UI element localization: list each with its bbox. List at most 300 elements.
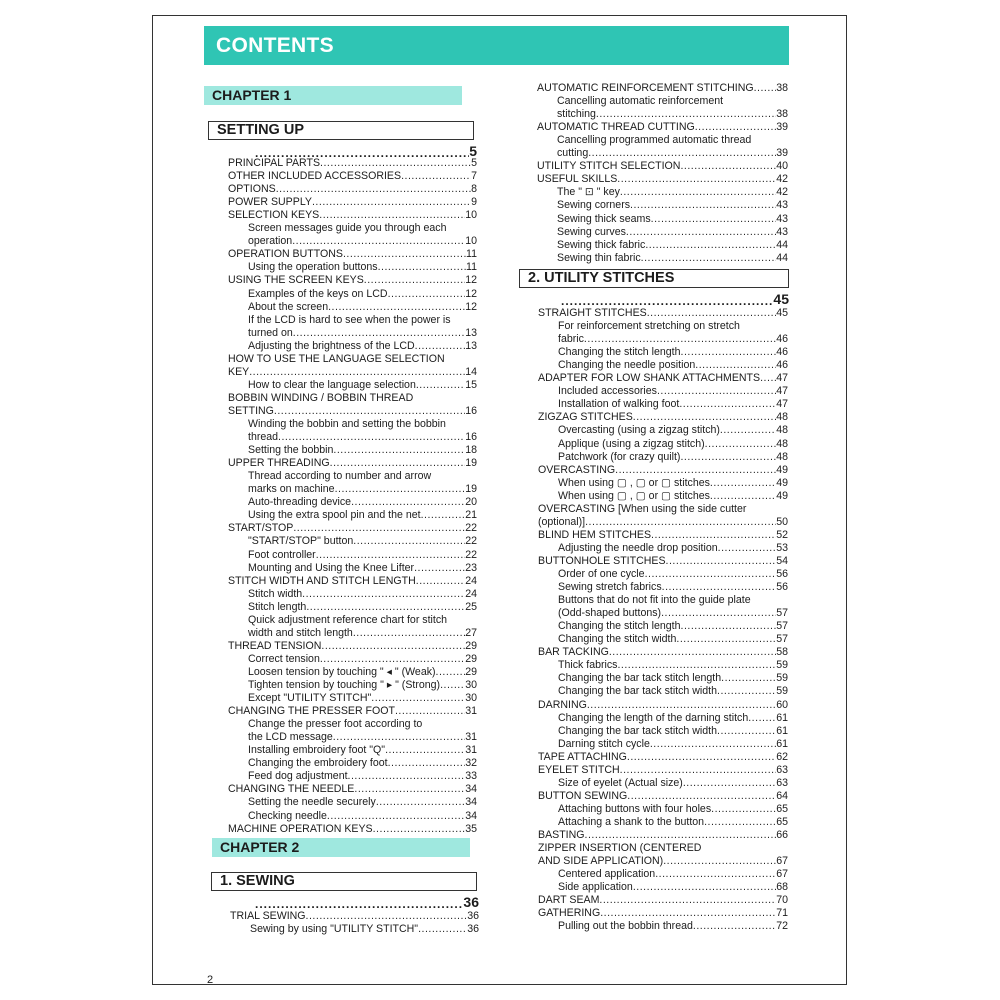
toc-entry-title: ZIGZAG STITCHES bbox=[538, 411, 633, 424]
toc-entry bbox=[228, 405, 477, 418]
section-sewing-page: 36 bbox=[463, 894, 479, 910]
toc-entry-title: TRIAL SEWING bbox=[230, 910, 306, 922]
toc-entry-title: operation bbox=[248, 235, 293, 248]
toc-entry-page: 65 bbox=[776, 802, 788, 815]
toc-subentry bbox=[558, 712, 788, 725]
toc-dot-leader bbox=[620, 186, 776, 199]
toc-entry bbox=[538, 842, 788, 855]
toc-dot-leader bbox=[321, 640, 465, 653]
toc-entry-page: 59 bbox=[776, 672, 788, 685]
toc-entry-title: Stitch width bbox=[248, 587, 303, 600]
toc-entry-title: OVERCASTING [When using the side cutter bbox=[538, 502, 747, 515]
toc-subentry bbox=[248, 588, 477, 601]
toc-entry-page: 47 bbox=[776, 372, 788, 385]
toc-entry-page: 33 bbox=[465, 770, 477, 783]
toc-dot-leader bbox=[319, 209, 465, 222]
toc-subentry bbox=[248, 718, 477, 731]
toc-subentry bbox=[248, 327, 477, 340]
toc-dot-leader bbox=[587, 699, 776, 712]
toc-dot-leader bbox=[748, 712, 776, 725]
toc-entry-page: 42 bbox=[776, 173, 788, 186]
toc-dot-leader bbox=[662, 581, 777, 594]
toc-entry-page: 12 bbox=[465, 287, 477, 300]
toc-dot-leader bbox=[717, 725, 776, 738]
toc-entry-title: Changing the stitch length bbox=[558, 346, 681, 359]
toc-dot-leader bbox=[585, 516, 776, 529]
toc-subentry bbox=[558, 620, 788, 633]
toc-subentry bbox=[248, 757, 477, 770]
toc-entry-page: 43 bbox=[776, 225, 788, 238]
toc-entry-page: 5 bbox=[471, 157, 477, 169]
toc-entry-page: 35 bbox=[465, 822, 477, 835]
toc-subentry bbox=[557, 108, 788, 121]
toc-subentry bbox=[558, 816, 788, 829]
toc-entry-title: About the screen bbox=[248, 300, 329, 313]
toc-subentry bbox=[557, 252, 788, 265]
toc-subentry bbox=[248, 692, 477, 705]
toc-dot-leader bbox=[617, 173, 776, 186]
toc-entry-page: 21 bbox=[465, 509, 477, 522]
toc-entry-page: 61 bbox=[776, 711, 788, 724]
toc-entry-title: Patchwork (for crazy quilt) bbox=[558, 450, 681, 463]
toc-subentry bbox=[558, 398, 788, 411]
toc-entry-title: Feed dog adjustment bbox=[248, 770, 348, 783]
toc-dot-leader bbox=[343, 248, 466, 261]
toc-entry-page: 66 bbox=[776, 829, 788, 841]
toc-dot-leader bbox=[720, 424, 776, 437]
toc-dot-leader bbox=[333, 731, 465, 744]
toc-subentry bbox=[248, 653, 477, 666]
toc-dot-leader bbox=[306, 601, 465, 614]
toc-entry-page: 34 bbox=[465, 796, 477, 809]
toc-subentry bbox=[248, 744, 477, 757]
toc-dot-leader bbox=[416, 379, 465, 392]
toc-entry-title: Setting the needle securely bbox=[248, 796, 376, 809]
toc-dot-leader bbox=[676, 633, 776, 646]
toc-entry-page: 46 bbox=[776, 346, 788, 359]
toc-dot-leader bbox=[754, 82, 777, 95]
toc-entry-title: Except "UTILITY STITCH" bbox=[248, 692, 372, 705]
toc-dot-leader bbox=[354, 783, 465, 796]
toc-entry-title: Order of one cycle bbox=[558, 568, 645, 580]
toc-entry-title: USING THE SCREEN KEYS bbox=[228, 274, 364, 287]
toc-entry-page: 23 bbox=[465, 561, 477, 574]
toc-dot-leader bbox=[655, 868, 776, 881]
toc-entry-page: 57 bbox=[776, 633, 788, 646]
toc-entry-page: 60 bbox=[776, 698, 788, 711]
toc-entry-title: CHANGING THE NEEDLE bbox=[228, 783, 355, 796]
toc-dot-leader bbox=[320, 653, 465, 666]
toc-dot-leader bbox=[401, 170, 471, 183]
toc-subentry bbox=[557, 199, 788, 212]
toc-subentry bbox=[558, 738, 788, 751]
toc-entry-page: 61 bbox=[776, 737, 788, 750]
toc-entry-title: Darning stitch cycle bbox=[558, 737, 650, 750]
toc-dot-leader bbox=[681, 346, 777, 359]
toc-dot-leader bbox=[651, 529, 776, 542]
toc-entry bbox=[228, 209, 477, 222]
toc-entry bbox=[537, 121, 788, 134]
toc-entry-title: Using the extra spool pin and the net bbox=[248, 509, 421, 522]
toc-entry bbox=[228, 705, 477, 718]
toc-entry bbox=[537, 82, 788, 95]
toc-subentry bbox=[248, 379, 477, 392]
toc-entry-title: Included accessories bbox=[558, 385, 657, 398]
toc-subentry bbox=[248, 562, 477, 575]
toc-entry-title: Changing the bar tack stitch length bbox=[558, 672, 722, 685]
toc-entry bbox=[228, 196, 477, 209]
toc-dot-leader bbox=[650, 738, 776, 751]
toc-entry-title: GATHERING bbox=[538, 907, 601, 920]
toc-dot-leader bbox=[651, 213, 777, 226]
toc-subentry bbox=[250, 923, 479, 936]
toc-entry-page: 65 bbox=[776, 815, 788, 828]
toc-subentry bbox=[558, 333, 788, 346]
toc-entry bbox=[538, 307, 788, 320]
toc-dot-leader bbox=[293, 327, 465, 340]
toc-entry-title: OPTIONS bbox=[228, 183, 276, 196]
toc-subentry bbox=[558, 777, 788, 790]
toc-entry-page: 53 bbox=[776, 541, 788, 554]
toc-subentry bbox=[558, 725, 788, 738]
toc-entry-title: Auto-threading device bbox=[248, 496, 352, 509]
toc-dot-leader bbox=[710, 477, 776, 490]
toc-dot-leader bbox=[711, 803, 776, 816]
toc-entry-title: EYELET STITCH bbox=[538, 763, 620, 776]
toc-dot-leader bbox=[330, 457, 466, 470]
toc-entry-title: Sewing thick fabric bbox=[557, 238, 646, 251]
toc-dot-leader bbox=[704, 816, 776, 829]
toc-entry-page: 63 bbox=[776, 763, 788, 776]
toc-entry-page: 56 bbox=[776, 581, 788, 594]
toc-subentry bbox=[558, 581, 788, 594]
toc-entry-page: 70 bbox=[776, 894, 788, 907]
toc-subentry bbox=[558, 881, 788, 894]
toc-entry-page: 45 bbox=[776, 307, 788, 319]
toc-entry-title: Checking needle bbox=[248, 809, 327, 822]
toc-subentry bbox=[248, 496, 477, 509]
toc-entry-title: Changing the embroidery foot bbox=[248, 757, 388, 770]
toc-dot-leader bbox=[680, 451, 776, 464]
contents-title: CONTENTS bbox=[216, 34, 334, 57]
toc-entry-page: 12 bbox=[465, 274, 477, 287]
toc-subentry bbox=[558, 438, 788, 451]
toc-subentry bbox=[248, 549, 477, 562]
toc-entry-page: 29 bbox=[465, 665, 477, 678]
toc-entry-title: If the LCD is hard to see when the power is bbox=[248, 313, 451, 326]
toc-entry-title: AND SIDE APPLICATION) bbox=[538, 855, 664, 868]
toc-entry-title: AUTOMATIC REINFORCEMENT STITCHING bbox=[537, 82, 754, 94]
toc-entry-title: UTILITY STITCH SELECTION bbox=[537, 160, 681, 173]
toc-dot-leader bbox=[620, 764, 777, 777]
toc-entry-title: Tighten tension by touching " ▸ " (Strong) bbox=[248, 679, 441, 691]
chapter-2-heading: CHAPTER 2 bbox=[212, 838, 470, 857]
toc-subentry bbox=[248, 222, 477, 235]
toc-entry-page: 61 bbox=[776, 724, 788, 737]
toc-entry-title: Cancelling programmed automatic thread bbox=[557, 134, 752, 147]
toc-entry-title: Applique (using a zigzag stitch) bbox=[558, 437, 705, 450]
toc-entry-title: Change the presser foot according to bbox=[248, 718, 423, 731]
toc-subentry bbox=[558, 685, 788, 698]
toc-entry-page: 24 bbox=[465, 587, 477, 600]
toc-dot-leader bbox=[351, 496, 465, 509]
toc-subentry bbox=[557, 134, 788, 147]
toc-entry-title: SETTING bbox=[228, 404, 274, 417]
toc-subentry bbox=[557, 186, 788, 199]
toc-subentry bbox=[248, 470, 477, 483]
toc-entry-page: 9 bbox=[471, 196, 477, 209]
toc-dot-leader bbox=[641, 252, 777, 265]
toc-entry-title: ZIPPER INSERTION (CENTERED bbox=[538, 842, 702, 855]
toc-subentry bbox=[248, 810, 477, 823]
toc-entry bbox=[230, 910, 479, 923]
toc-entry-page: 47 bbox=[776, 398, 788, 411]
toc-entry-title: When using ▢ , ▢ or ▢ stitches bbox=[558, 489, 710, 502]
toc-entry-page: 39 bbox=[776, 147, 788, 160]
toc-entry bbox=[538, 646, 788, 659]
chapter-1-heading: CHAPTER 1 bbox=[204, 86, 462, 105]
toc-subentry bbox=[557, 226, 788, 239]
toc-entry-title: CHANGING THE PRESSER FOOT bbox=[228, 705, 395, 718]
toc-entry bbox=[228, 640, 477, 653]
toc-subentry bbox=[558, 633, 788, 646]
toc-dot-leader bbox=[348, 770, 466, 783]
toc-entry-page: 24 bbox=[465, 574, 477, 587]
toc-entry-title: Size of eyelet (Actual size) bbox=[558, 776, 683, 789]
toc-dot-leader bbox=[414, 562, 465, 575]
toc-subentry bbox=[248, 483, 477, 496]
toc-subentry bbox=[558, 451, 788, 464]
toc-entry-page: 48 bbox=[776, 411, 788, 424]
toc-dot-leader bbox=[302, 588, 465, 601]
toc-entry bbox=[538, 907, 788, 920]
toc-entry-page: 72 bbox=[776, 920, 788, 933]
toc-entry-title: Changing the bar tack stitch width bbox=[558, 724, 717, 737]
toc-dot-leader bbox=[633, 411, 776, 424]
toc-entry-title: Attaching a shank to the button bbox=[558, 815, 705, 828]
toc-entry-page: 38 bbox=[776, 82, 788, 94]
toc-entry-page: 20 bbox=[465, 496, 477, 509]
toc-dot-leader bbox=[588, 147, 776, 160]
toc-entry-page: 30 bbox=[465, 692, 477, 705]
toc-entry bbox=[538, 516, 788, 529]
toc-dot-leader bbox=[274, 405, 465, 418]
toc-entry-page: 16 bbox=[465, 431, 477, 444]
toc-entry-page: 54 bbox=[776, 554, 788, 567]
toc-entry-page: 52 bbox=[776, 528, 788, 541]
toc-entry-title: UPPER THREADING bbox=[228, 457, 330, 470]
toc-entry-title: Cancelling automatic reinforcement bbox=[557, 95, 724, 108]
toc-dot-leader bbox=[695, 121, 776, 134]
toc-entry-page: 49 bbox=[776, 476, 788, 489]
toc-subentry bbox=[248, 666, 477, 679]
toc-dot-leader bbox=[416, 575, 465, 588]
section-sewing-leader bbox=[255, 895, 479, 910]
toc-subentry bbox=[248, 509, 477, 522]
toc-entry-title: Thread according to number and arrow bbox=[248, 470, 432, 483]
toc-entry-title: thread bbox=[248, 431, 279, 444]
toc-entry bbox=[538, 503, 788, 516]
toc-entry-title: Sewing by using "UTILITY STITCH" bbox=[250, 923, 419, 936]
toc-subentry bbox=[557, 95, 788, 108]
toc-entry-page: 10 bbox=[465, 235, 477, 248]
toc-entry-page: 57 bbox=[776, 607, 788, 620]
toc-entry-page: 56 bbox=[776, 568, 788, 580]
toc-entry-page: 42 bbox=[776, 186, 788, 199]
toc-entry-title: The " ⊡ " key bbox=[557, 186, 620, 199]
toc-entry-title: Changing the length of the darning stitch bbox=[558, 711, 749, 724]
toc-dot-leader bbox=[353, 627, 465, 640]
toc-entry bbox=[537, 173, 788, 186]
section-setting-up: SETTING UP bbox=[208, 121, 474, 140]
toc-subentry bbox=[248, 431, 477, 444]
toc-subentry bbox=[558, 424, 788, 437]
toc-entry-page: 19 bbox=[465, 483, 477, 496]
toc-entry-title: Thick fabrics bbox=[558, 659, 618, 672]
toc-entry-page: 59 bbox=[776, 659, 788, 672]
toc-entry-title: Foot controller bbox=[248, 548, 316, 561]
toc-entry-title: Centered application bbox=[558, 868, 656, 881]
toc-entry-title: THREAD TENSION bbox=[228, 639, 322, 652]
toc-entry bbox=[538, 764, 788, 777]
toc-entry-page: 59 bbox=[776, 685, 788, 698]
toc-entry-title: Sewing corners bbox=[557, 199, 631, 212]
toc-entry-title: HOW TO USE THE LANGUAGE SELECTION bbox=[228, 352, 445, 365]
toc-entry bbox=[228, 183, 477, 196]
toc-entry-title: Using the operation buttons bbox=[248, 261, 378, 274]
toc-entry-title: STITCH WIDTH AND STITCH LENGTH bbox=[228, 574, 416, 587]
toc-subentry bbox=[248, 601, 477, 614]
toc-entry-title: (Odd-shaped buttons) bbox=[558, 607, 662, 620]
toc-entry-page: 67 bbox=[776, 868, 788, 881]
toc-dot-leader bbox=[596, 108, 776, 121]
toc-entry-page: 43 bbox=[776, 199, 788, 212]
manual-page bbox=[152, 15, 847, 985]
toc-entry-title: Loosen tension by touching " ◂ " (Weak) bbox=[248, 665, 436, 678]
toc-entry-title: stitching bbox=[557, 108, 596, 121]
toc-entry-title: Correct tension bbox=[248, 652, 320, 665]
toc-dot-leader bbox=[680, 160, 776, 173]
toc-dot-leader bbox=[705, 438, 777, 451]
toc-entry-page: 7 bbox=[471, 170, 477, 183]
toc-entry-page: 36 bbox=[467, 923, 479, 936]
toc-subentry bbox=[558, 594, 788, 607]
toc-dot-leader bbox=[320, 157, 471, 170]
toc-entry-page: 62 bbox=[776, 750, 788, 763]
toc-dot-leader bbox=[395, 705, 465, 718]
toc-entry-page: 15 bbox=[465, 378, 477, 391]
toc-entry-title: cutting bbox=[557, 147, 589, 160]
toc-entry-page: 27 bbox=[465, 626, 477, 639]
toc-dot-leader bbox=[666, 555, 777, 568]
toc-entry bbox=[228, 366, 477, 379]
toc-dot-leader bbox=[306, 910, 468, 923]
toc-entry-page: 57 bbox=[776, 620, 788, 633]
toc-subentry bbox=[558, 672, 788, 685]
toc-entry-title: Screen messages guide you through each bbox=[248, 222, 447, 235]
toc-entry-title: BUTTONHOLE STITCHES bbox=[538, 554, 666, 567]
toc-dot-leader bbox=[388, 288, 466, 301]
toc-dot-leader bbox=[695, 359, 776, 372]
toc-dot-leader bbox=[333, 444, 465, 457]
toc-entry-page: 49 bbox=[776, 463, 788, 476]
toc-dot-leader bbox=[609, 646, 776, 659]
toc-entry-page: 43 bbox=[776, 212, 788, 225]
toc-entry bbox=[228, 575, 477, 588]
toc-entry-page: 48 bbox=[776, 424, 788, 437]
toc-entry-page: 46 bbox=[776, 359, 788, 372]
toc-entry-title: Changing the bar tack stitch width bbox=[558, 685, 717, 698]
toc-subentry bbox=[558, 490, 788, 503]
toc-subentry bbox=[558, 359, 788, 372]
toc-entry-page: 13 bbox=[465, 326, 477, 339]
toc-entry-title: BLIND HEM STITCHES bbox=[538, 528, 652, 541]
toc-entry-title: Examples of the keys on LCD bbox=[248, 287, 388, 300]
toc-entry-title: Quick adjustment reference chart for stitch bbox=[248, 613, 448, 626]
toc-entry-title: POWER SUPPLY bbox=[228, 196, 312, 209]
toc-subentry bbox=[248, 770, 477, 783]
toc-dot-leader bbox=[627, 790, 776, 803]
toc-entry-page: 13 bbox=[465, 339, 477, 352]
toc-entry-title: (optional)] bbox=[538, 515, 586, 528]
toc-entry-title: turned on bbox=[248, 326, 293, 339]
toc-entry bbox=[228, 353, 477, 366]
toc-dot-leader bbox=[718, 542, 777, 555]
toc-subentry bbox=[557, 147, 788, 160]
toc-entry-page: 29 bbox=[465, 652, 477, 665]
toc-subentry bbox=[248, 679, 477, 692]
toc-entry bbox=[228, 170, 477, 183]
toc-subentry bbox=[248, 235, 477, 248]
toc-dot-leader bbox=[663, 855, 776, 868]
toc-dot-leader bbox=[415, 340, 466, 353]
toc-entry-title: USEFUL SKILLS bbox=[537, 173, 618, 186]
toc-entry-page: 63 bbox=[776, 776, 788, 789]
toc-subentry bbox=[558, 920, 788, 933]
toc-dot-leader bbox=[710, 490, 776, 503]
toc-entry-page: 46 bbox=[776, 333, 788, 346]
toc-subentry bbox=[558, 803, 788, 816]
toc-dot-leader bbox=[633, 881, 776, 894]
toc-subentry bbox=[248, 627, 477, 640]
toc-entry-title: TAPE ATTACHING bbox=[538, 750, 627, 763]
section-setting-up-page: 5 bbox=[469, 143, 477, 159]
toc-entry bbox=[228, 823, 477, 836]
toc-subentry bbox=[558, 320, 788, 333]
toc-entry-page: 38 bbox=[776, 108, 788, 121]
toc-entry-page: 67 bbox=[776, 855, 788, 868]
toc-subentry bbox=[248, 288, 477, 301]
toc-entry-page: 10 bbox=[465, 209, 477, 222]
toc-subentry bbox=[558, 868, 788, 881]
toc-dot-leader bbox=[353, 535, 465, 548]
toc-entry-title: START/STOP bbox=[228, 522, 294, 535]
toc-subentry bbox=[558, 477, 788, 490]
toc-dot-leader bbox=[599, 894, 776, 907]
toc-entry-title: BASTING bbox=[538, 829, 585, 841]
toc-dot-leader bbox=[647, 307, 777, 320]
toc-entry-title: OVERCASTING bbox=[538, 463, 616, 476]
toc-dot-leader bbox=[249, 366, 465, 379]
toc-entry-title: BOBBIN WINDING / BOBBIN THREAD bbox=[228, 391, 414, 404]
section-sewing: 1. SEWING bbox=[211, 872, 477, 891]
section-utility-stitches-leader bbox=[561, 292, 789, 307]
toc-entry bbox=[538, 829, 788, 842]
toc-dot-leader bbox=[627, 751, 776, 764]
toc-dot-leader bbox=[364, 274, 465, 287]
toc-entry-title: Mounting and Using the Knee Lifter bbox=[248, 561, 415, 574]
toc-dot-leader bbox=[388, 757, 466, 770]
